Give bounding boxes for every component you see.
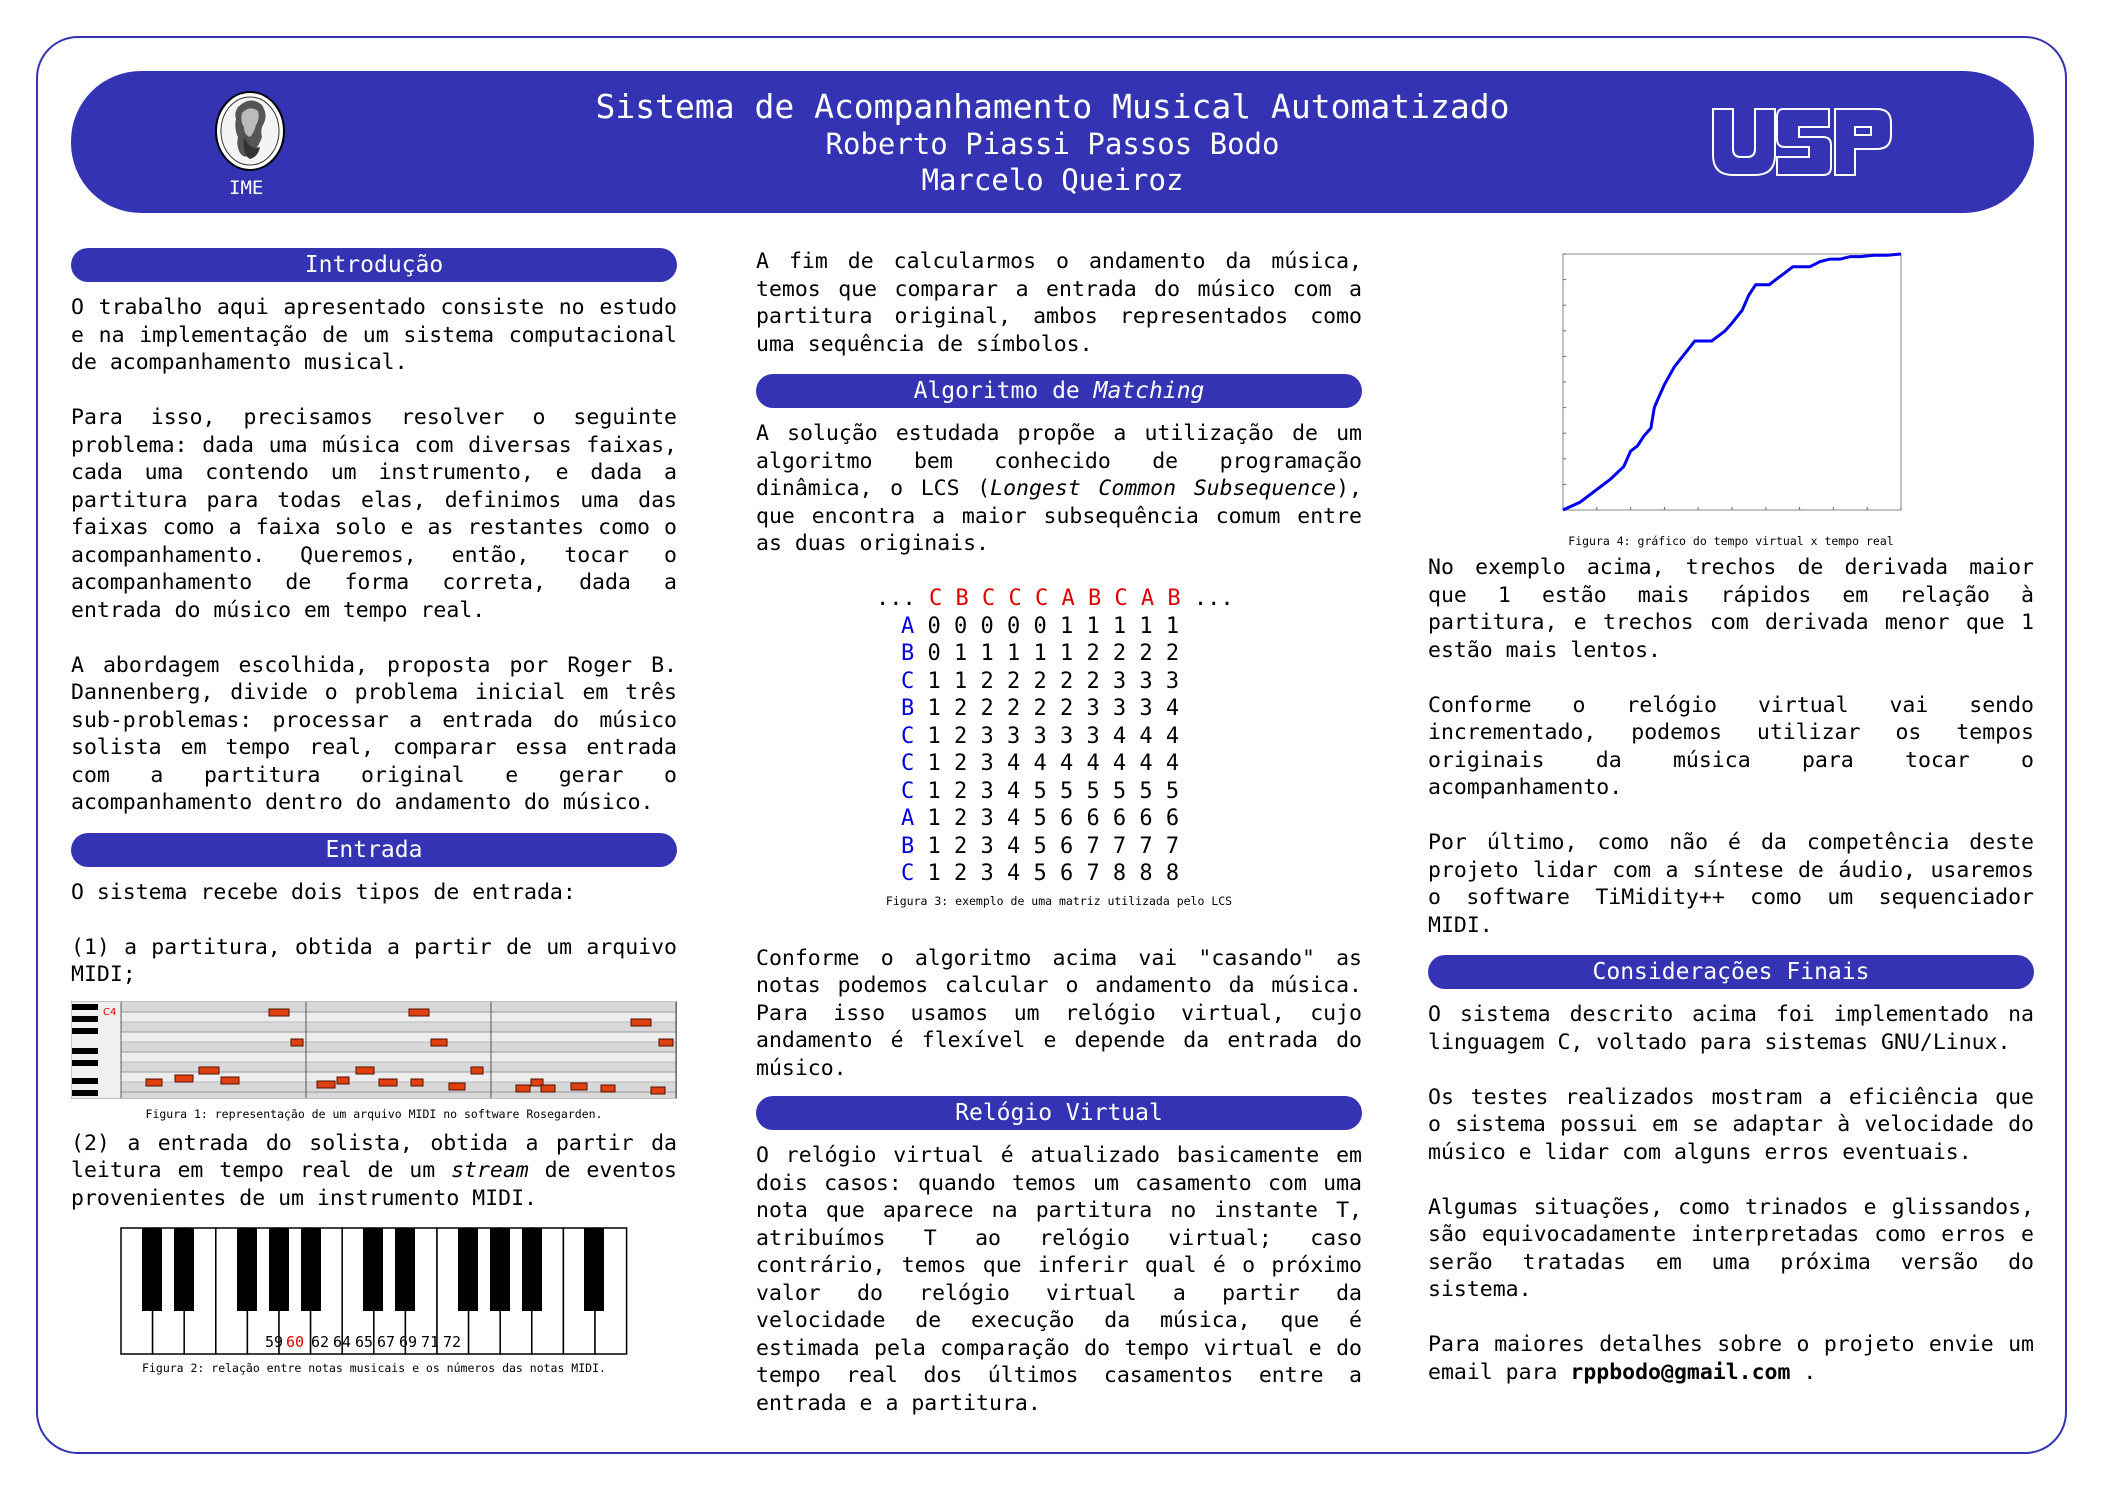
column-2 — [756, 248, 1362, 1417]
entrada-paragraph-3 — [71, 1130, 677, 1213]
c4-label: C4 — [103, 1006, 117, 1018]
chart-frame — [1563, 254, 1901, 510]
matrix-row — [901, 723, 1362, 751]
entrada-p3-b: de eventos provenientes de um instrumento MIDI. — [71, 1158, 677, 1211]
column-3 — [1428, 248, 2034, 1386]
matrix-row-values: 0 1 1 1 1 1 2 2 2 2 — [927, 641, 1180, 666]
intro-paragraph-2: Para isso, precisamos resolver o seguinte problema: dada uma música com diversas faixas, cada uma contendo um instrumento, e dada a partitura para todas elas, definimos uma das faixas como a faixa solo e as restantes como o acompanhamento. Queremos, então, tocar o acompanhamento de forma correta, dada a entrada do músico em tempo real. — [71, 405, 677, 623]
relogio-incremento-paragraph: Conforme o relógio virtual vai sendo incrementado, podemos utilizar os tempos originais da música para tocar o acompanhamento. — [1428, 692, 2034, 800]
usp-logo — [1711, 105, 1893, 179]
matrix-row — [901, 860, 1362, 888]
section-heading-consideracoes: Considerações Finais — [1428, 955, 2034, 989]
key-number: 59 — [265, 1333, 284, 1351]
stream-term: stream — [451, 1158, 529, 1183]
intro-paragraph-1: O trabalho aqui apresentado consiste no estudo e na implementação de um sistema computacional de acompanhamento musical. — [71, 295, 677, 375]
key-number: 69 — [399, 1333, 418, 1351]
matrix-row — [901, 613, 1362, 641]
matrix-row-label: B — [901, 696, 915, 721]
matrix-row-label: C — [901, 778, 915, 804]
keyboard-figure — [120, 1227, 628, 1355]
final-paragraph-3: Algumas situações, como trinados e glissandos, são equivocadamente interpretadas como erros e serão tratadas em uma próxima versão do sistema. — [1428, 1194, 2034, 1302]
matrix-top-row — [876, 585, 1362, 613]
entrada-p3-a: (2) a entrada do solista, obtida a partir da leitura em tempo real de um — [71, 1130, 677, 1183]
author-2: Marcelo Queiroz — [921, 163, 1184, 197]
final-paragraph-1: O sistema descrito acima foi implementado na linguagem C, voltado para sistemas GNU/Linux. — [1428, 1002, 2034, 1055]
heading-matching: Matching — [1093, 378, 1205, 404]
section-heading-entrada: Entrada — [71, 833, 677, 867]
email-link[interactable]: rppbodo@gmail.com — [1570, 1359, 1791, 1385]
figure-3-caption: Figura 3: exemplo de uma matriz utilizada pelo LCS — [885, 893, 1233, 908]
column-1 — [71, 248, 677, 1375]
matrix-row-values: 1 2 3 3 3 3 3 4 4 4 — [927, 723, 1180, 749]
matrix-row-label: A — [901, 806, 915, 831]
section-heading-introducao: Introdução — [71, 248, 677, 282]
key-number-c4: 60 — [286, 1333, 305, 1351]
matrix-row-values: 0 0 0 0 0 1 1 1 1 1 — [927, 613, 1180, 639]
casando-paragraph: Conforme o algoritmo acima vai "casando" as notas podemos calcular o andamento da música. Para isso usamos um relógio virtual, cujo andamento é flexível e depende da entrada do músico. — [756, 945, 1362, 1081]
virtual-time-chart — [1428, 248, 2034, 534]
matrix-row-label: C — [901, 861, 915, 886]
alg-p-a: A solução estudada propõe a utilização de um algoritmo bem conhecido de programação dinâmica, o LCS ( — [756, 421, 1362, 501]
key-number: 67 — [377, 1333, 396, 1351]
key-number: 72 — [443, 1333, 462, 1351]
matrix-row-label: A — [901, 613, 915, 639]
key-number: 65 — [355, 1333, 374, 1351]
matrix-row-values: 1 2 3 4 5 5 5 5 5 5 — [927, 778, 1180, 804]
matrix-row — [901, 640, 1362, 668]
dots-left: ... — [876, 586, 916, 611]
final-p4-b: . — [1790, 1359, 1817, 1385]
matrix-row — [901, 695, 1362, 723]
matrix-row-label: B — [901, 833, 915, 859]
matrix-row — [901, 668, 1362, 696]
matrix-row — [901, 778, 1362, 806]
relogio-paragraph: O relógio virtual é atualizado basicamente em dois casos: quando temos um casamento com uma nota que aparece na partitura no instante T, atribuímos T ao relógio virtual; caso contrário, temos que inferir qual é o próximo valor do relógio virtual a partir da velocidade de execução da música, que é estimada pela comparação do tempo virtual e do tempo real dos últimos casamentos entre a entrada e a partitura. — [756, 1143, 1362, 1416]
entrada-paragraph-1: O sistema recebe dois tipos de entrada: — [71, 879, 576, 905]
figure-4-caption: Figura 4: gráfico do tempo virtual x tempo real — [1568, 534, 1894, 548]
dots-right: ... — [1193, 586, 1234, 611]
key-number: 64 — [333, 1333, 352, 1351]
poster-title: Sistema de Acompanhamento Musical Automatizado — [595, 87, 1510, 126]
matrix-row-label: B — [901, 641, 915, 666]
lcs-term: Longest Common Subsequence — [990, 476, 1337, 501]
matrix-row — [901, 805, 1362, 833]
key-number: 62 — [311, 1333, 330, 1351]
matrix-row-values: 1 2 3 4 5 6 6 6 6 6 — [927, 806, 1180, 831]
lcs-matrix — [756, 585, 1362, 888]
piano-roll-figure — [71, 1001, 677, 1099]
matrix-row-values: 1 2 3 4 4 4 4 4 4 4 — [927, 751, 1180, 776]
matrix-row — [901, 833, 1362, 861]
piano-roll-grid — [121, 1002, 676, 1098]
key-number: 71 — [421, 1333, 440, 1351]
keyboard-drawing — [120, 1227, 628, 1355]
figure-1-caption: Figura 1: representação de um arquivo MIDI no software Rosegarden. — [145, 1106, 603, 1121]
matrix-row-values: 1 2 3 4 5 6 7 8 8 8 — [927, 861, 1180, 886]
matrix-row-label: C — [901, 751, 915, 776]
matrix-row-label: C — [901, 723, 915, 749]
heading-part: Algoritmo de — [913, 378, 1094, 404]
matrix-top-sequence: C B C C C A B C A B — [929, 586, 1181, 611]
poster-header — [71, 71, 2034, 213]
algoritmo-paragraph — [756, 420, 1362, 558]
section-heading-algoritmo — [756, 374, 1362, 408]
final-p4-a: Para maiores detalhes sobre o projeto envie um email para — [1428, 1332, 2034, 1385]
entrada-paragraph-2: (1) a partitura, obtida a partir de um arquivo MIDI; — [71, 934, 677, 987]
derivada-paragraph: No exemplo acima, trechos de derivada maior que 1 estão mais rápidos em relação à partitura, e trechos com derivada menor que 1 estão mais lentos. — [1428, 555, 2034, 663]
matrix-row-values: 1 2 3 4 5 6 7 7 7 7 — [927, 833, 1180, 859]
ime-label: IME — [229, 177, 264, 199]
matrix-rows — [756, 613, 1362, 888]
section-heading-relogio: Relógio Virtual — [756, 1096, 1362, 1130]
matrix-row-values: 1 1 2 2 2 2 2 3 3 3 — [927, 668, 1180, 694]
andamento-paragraph: A fim de calcularmos o andamento da música, temos que comparar a entrada do músico com a partitura original, ambos representados como uma sequência de símbolos. — [756, 249, 1362, 357]
figure-2-caption: Figura 2: relação entre notas musicais e os números das notas MIDI. — [142, 1361, 606, 1375]
intro-paragraph-3: A abordagem escolhida, proposta por Roger B. Dannenberg, divide o problema inicial em três sub-problemas: processar a entrada do músico solista em tempo real, comparar essa entrada com a partitura original e gerar o acompanhamento dentro do andamento do músico. — [71, 652, 677, 815]
matrix-row — [901, 750, 1362, 778]
alg-p-b: ), que encontra a maior subsequência comum entre as duas originais. — [756, 476, 1362, 556]
matrix-row-values: 1 2 2 2 2 2 3 3 3 4 — [927, 696, 1180, 721]
timidity-paragraph: Por último, como não é da competência deste projeto lidar com a síntese de áudio, usaremos o software TiMidity++ como um sequenciador MIDI. — [1428, 830, 2034, 938]
final-paragraph-2: Os testes realizados mostram a eficiência que o sistema possui em se adaptar à velocidade do músico e lidar com alguns erros eventuais. — [1428, 1084, 2034, 1165]
matrix-row-label: C — [901, 668, 915, 694]
final-paragraph-4 — [1428, 1331, 2034, 1386]
author-1: Roberto Piassi Passos Bodo — [825, 127, 1280, 161]
